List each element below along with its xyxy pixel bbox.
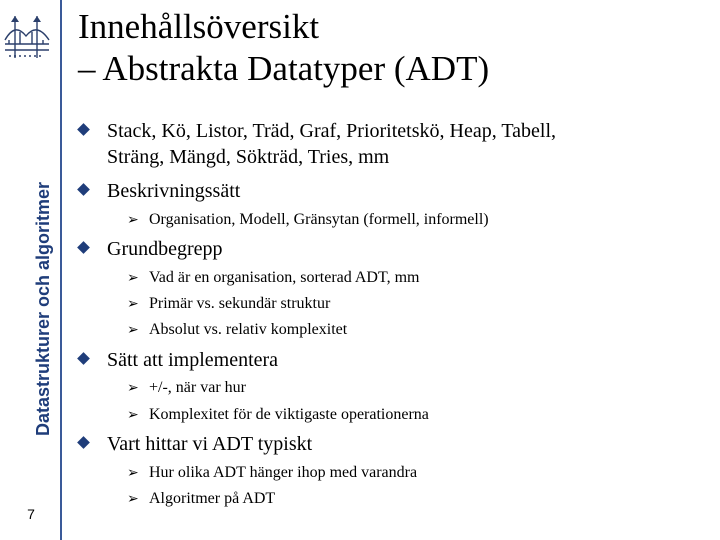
bullet-text: Sträng, Mängd, Sökträd, Tries, mm — [107, 146, 390, 168]
arrow-bullet-icon: ➢ — [127, 491, 139, 507]
sidebar — [0, 0, 62, 540]
slide-title-line1: Innehållsöversikt — [78, 7, 320, 46]
diamond-bullet-icon — [77, 436, 90, 449]
bullet-item — [107, 118, 556, 170]
sub-item — [127, 294, 331, 314]
bullet-item — [107, 178, 240, 204]
sub-text: Vad är en organisation, sorterad ADT, mm — [149, 269, 420, 286]
arrow-bullet-icon: ➢ — [127, 296, 139, 312]
arrow-bullet-icon: ➢ — [127, 465, 139, 481]
diamond-bullet-icon — [77, 241, 90, 254]
sub-item — [127, 378, 246, 398]
arrow-bullet-icon: ➢ — [127, 212, 139, 228]
slide-title-line2: – Abstrakta Datatyper (ADT) — [78, 49, 490, 88]
bullet-item — [107, 347, 278, 373]
page-number: 7 — [27, 506, 35, 522]
sub-text: Hur olika ADT hänger ihop med varandra — [149, 464, 418, 481]
bullet-text: Stack, Kö, Listor, Träd, Graf, Prioritetskö, Heap, Tabell, — [107, 120, 557, 142]
sub-text: Algoritmer på ADT — [149, 490, 276, 507]
sub-item — [127, 489, 276, 509]
sub-item — [127, 210, 489, 230]
diamond-bullet-icon — [77, 123, 90, 136]
sub-item — [127, 320, 348, 340]
sub-item — [127, 268, 420, 288]
course-title-vertical: Datastrukturer och algoritmer — [33, 181, 53, 436]
diamond-bullet-icon — [77, 352, 90, 365]
bullet-text: Sätt att implementera — [107, 349, 279, 371]
arrow-bullet-icon: ➢ — [127, 270, 139, 286]
bullet-item — [107, 236, 223, 262]
university-logo — [3, 12, 51, 72]
bullet-item — [107, 431, 312, 457]
sub-text: +/-, när var hur — [149, 379, 246, 396]
slide-title — [78, 6, 489, 90]
arrow-bullet-icon: ➢ — [127, 407, 139, 423]
diamond-bullet-icon — [77, 183, 90, 196]
arrow-bullet-icon: ➢ — [127, 380, 139, 396]
bullet-text: Vart hittar vi ADT typiskt — [107, 433, 313, 455]
bullet-text: Beskrivningssätt — [107, 180, 241, 202]
sub-text: Absolut vs. relativ komplexitet — [149, 321, 348, 338]
sub-item — [127, 463, 418, 483]
sub-text: Primär vs. sekundär struktur — [149, 295, 331, 312]
arrow-bullet-icon: ➢ — [127, 322, 139, 338]
sub-text: Komplexitet för de viktigaste operationerna — [149, 406, 429, 423]
sub-item — [127, 405, 429, 425]
sub-text: Organisation, Modell, Gränsytan (formell, informell) — [149, 211, 489, 228]
bullet-text: Grundbegrepp — [107, 238, 223, 260]
